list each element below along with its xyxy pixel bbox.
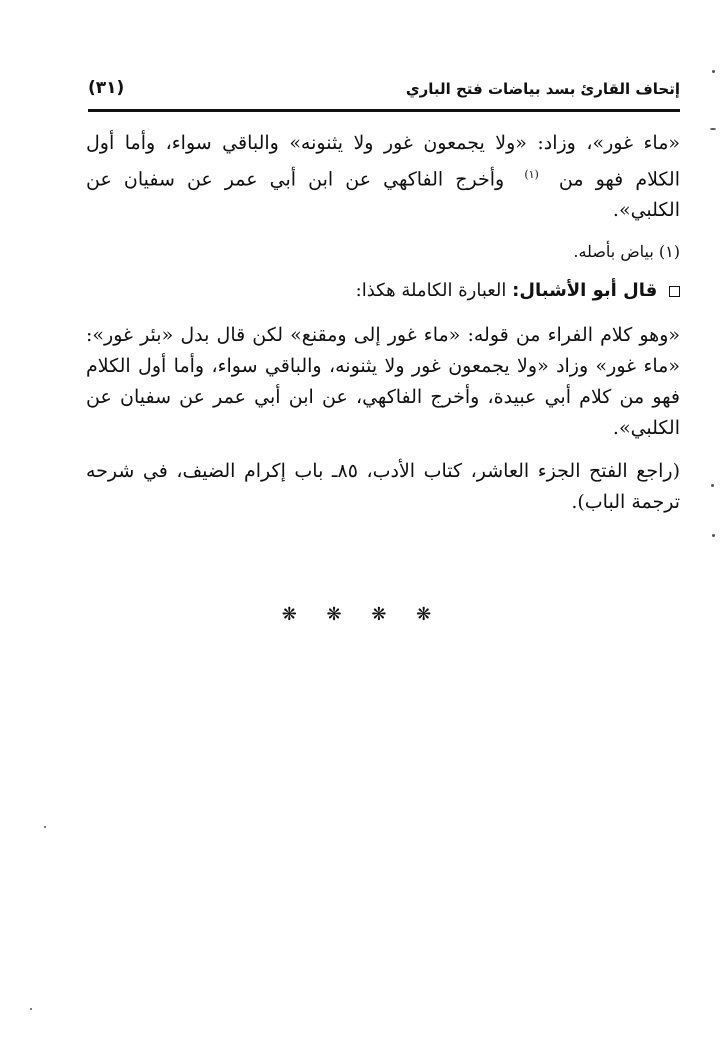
speaker-name: قال أبو الأشبال: [512,280,658,302]
heading-text: العبارة الكاملة هكذا: [355,280,507,302]
scan-speck [710,128,716,130]
scan-speck [711,484,714,487]
header-rule [88,109,680,112]
footnote: (١) بياض بأصله. [573,242,680,262]
paragraph-1-tail: وأخرج الفاكهي عن ابن أبي عمر عن سفيان عن الكلبي». [86,168,680,222]
scan-speck [712,534,715,537]
paragraph-1 [86,128,680,226]
section-heading [86,276,680,306]
footnote-reference: (١) [524,168,539,181]
reference-paragraph: (راجع الفتح الجزء العاشر، كتاب الأدب، ٨٥ـ باب إكرام الضيف، في شرحه ترجمة الباب). [86,460,680,514]
section-separator: ❋ ❋ ❋ ❋ [281,604,444,625]
scan-speck [30,1008,32,1010]
paragraph-1-text: «ماء غور»، وزاد: «ولا يجمعون غور ولا يثنونه» والباقي سواء، وأما أول الكلام فهو من [86,132,680,191]
scan-speck [712,70,715,73]
page-header [88,76,680,106]
running-title: إتحاف القارئ بسد بياضات فتح الباري [405,80,680,98]
page-body [86,128,680,530]
page-number: (٣١) [88,78,125,98]
square-bullet-icon [669,286,680,297]
quotation-paragraph: «وهو كلام الفراء من قوله: «ماء غور إلى ومقنع» لكن قال بدل «بئر غور»: «ماء غور» وزاد «ولا يجمعون غور ولا يثنونه، والباقي سواء، وأما أول الكلام فهو من كلام أبي عبيدة، وأخرج الفاكهي، عن ابن أبي عمر عن سفيان عن الكلبي». [86,324,680,440]
scan-speck [44,826,46,828]
